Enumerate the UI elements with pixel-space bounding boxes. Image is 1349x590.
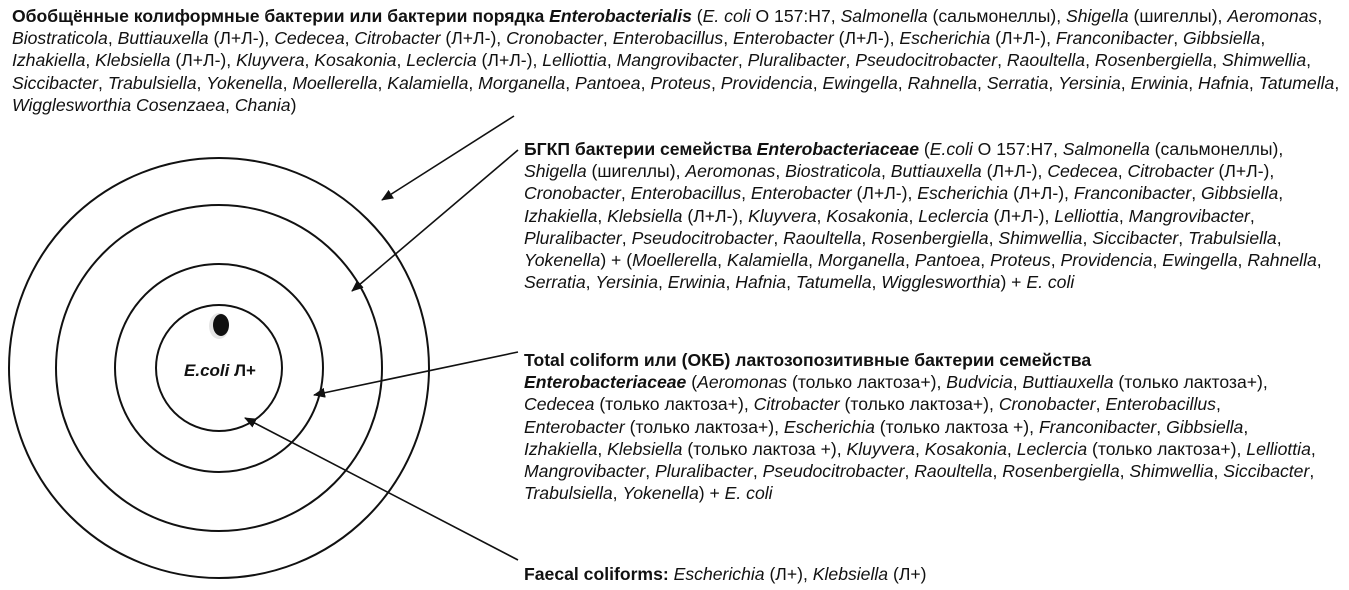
- separator-text: ,: [98, 72, 108, 93]
- separator-text: ,: [657, 272, 668, 293]
- separator-text: ,: [1278, 183, 1284, 204]
- genus-name: Shimwellia: [998, 227, 1083, 248]
- genus-name: Buttiauxella: [117, 28, 209, 49]
- separator-text: (Л+Л-),: [1213, 161, 1275, 182]
- separator-text: ,: [282, 72, 293, 93]
- separator-text: ,: [845, 50, 856, 71]
- genus-name: Yokenella: [622, 483, 699, 504]
- genus-name: Erwinia: [667, 272, 726, 293]
- separator-text: ,: [1117, 161, 1128, 182]
- separator-text: (Л+Л-),: [170, 50, 237, 71]
- arrow-to-third-circle: [314, 352, 518, 395]
- genus-name: Enterobacillus: [1105, 394, 1216, 415]
- separator-text: ,: [1178, 227, 1189, 248]
- genus-name: Rosenbergiella: [1094, 50, 1213, 71]
- separator-text: ,: [775, 161, 786, 182]
- genus-name: Cronobacter: [998, 394, 1096, 415]
- genus-name: Raoultella: [1006, 50, 1086, 71]
- genus-name: Mangrovibacter: [616, 50, 738, 71]
- separator-text: ,: [1248, 72, 1259, 93]
- separator-text: (: [918, 139, 930, 159]
- separator-text: O 157:H7,: [750, 6, 841, 26]
- genus-name: Citrobacter: [753, 394, 840, 415]
- genus-name: Izhakiella: [524, 205, 598, 226]
- genus-name: Klebsiella: [607, 438, 683, 459]
- genus-name: Hafnia: [735, 272, 787, 293]
- bgkp-genera-list: [524, 139, 1322, 292]
- genus-name: Shigella: [1065, 6, 1129, 26]
- genus-name: Shimwellia: [1129, 461, 1214, 482]
- genus-name: Rosenbergiella: [871, 227, 989, 248]
- genus-name: Kluyvera: [748, 205, 817, 226]
- genus-name: Escherichia: [899, 28, 991, 49]
- separator-text: (: [691, 6, 703, 26]
- genus-name: Lelliottia: [1054, 205, 1119, 226]
- genus-name: Trabulsiella: [107, 72, 197, 93]
- separator-text: ,: [908, 205, 919, 226]
- genus-name: Trabulsiella: [524, 483, 613, 504]
- separator-text: (Л+Л-),: [833, 28, 900, 49]
- separator-text: (Л+Л-),: [1008, 183, 1074, 204]
- genus-name: Pluralibacter: [524, 227, 622, 248]
- separator-text: ,: [1276, 227, 1282, 248]
- separator-text: (Л+),: [764, 564, 813, 584]
- genus-name: E.coli: [929, 139, 973, 159]
- genus-name: Chania: [234, 94, 291, 115]
- genus-name: E. coli: [702, 6, 751, 26]
- separator-text: (сальмонеллы),: [927, 6, 1066, 26]
- genus-name: Cronobacter: [524, 183, 621, 204]
- separator-text: ,: [897, 72, 908, 93]
- separator-text: ,: [1119, 461, 1130, 482]
- genus-name: Budvicia: [946, 372, 1013, 393]
- separator-text: ,: [225, 94, 235, 115]
- separator-text: (только лактоза+),: [594, 394, 754, 415]
- genus-name: Cedecea: [1047, 161, 1118, 182]
- separator-text: ,: [196, 72, 207, 93]
- genus-name: Salmonella: [840, 6, 928, 26]
- separator-text: (шигеллы),: [1128, 6, 1228, 26]
- genus-name: Shigella: [524, 161, 587, 182]
- genus-name: Biostraticola: [12, 28, 108, 49]
- genus-name: Aeromonas: [697, 372, 788, 393]
- genus-name: Rosenbergiella: [1002, 461, 1120, 482]
- genus-name: Rahnella: [1247, 250, 1317, 271]
- genus-name: Escherichia: [673, 564, 765, 584]
- genus-name: Pseudocitrobacter: [631, 227, 774, 248]
- separator-text: ) + (: [600, 250, 633, 271]
- separator-text: ,: [565, 72, 575, 93]
- separator-text: ,: [904, 250, 915, 271]
- separator-text: ,: [871, 272, 882, 293]
- separator-text: ,: [1006, 438, 1017, 459]
- separator-text: ,: [344, 28, 355, 49]
- genus-name: Leclercia: [406, 50, 477, 71]
- separator-text: (Л+Л-),: [682, 205, 749, 226]
- separator-text: ,: [710, 72, 721, 93]
- genus-name: Pluralibacter: [747, 50, 846, 71]
- separator-text: ,: [1237, 250, 1248, 271]
- separator-text: ,: [1334, 72, 1340, 93]
- separator-text: ,: [1048, 72, 1059, 93]
- separator-text: ,: [752, 461, 763, 482]
- separator-text: (Л+Л-),: [208, 28, 275, 49]
- separator-text: ,: [1120, 72, 1131, 93]
- genus-name: Wigglesworthia Cosenzaea: [12, 94, 226, 115]
- total-coliform-family-name: Enterobacteriaceae: [524, 372, 687, 393]
- genus-name: Raoultella: [914, 461, 993, 482]
- genus-name: Yokenella: [524, 250, 601, 271]
- separator-text: ,: [1012, 372, 1023, 393]
- arrow-to-inner-circle: [245, 418, 518, 560]
- separator-text: ,: [1156, 416, 1167, 437]
- genus-name: Izhakiella: [12, 50, 86, 71]
- genus-name: Morganella: [478, 72, 566, 93]
- genus-name: Yersinia: [1058, 72, 1121, 93]
- genus-name: Aeromonas: [1227, 6, 1318, 26]
- separator-text: ,: [1249, 205, 1255, 226]
- genus-name: Siccibacter: [12, 72, 99, 93]
- separator-text: ,: [612, 483, 623, 504]
- genus-name: Raoultella: [783, 227, 862, 248]
- separator-text: ,: [1173, 28, 1184, 49]
- faecal-coliforms-description: [524, 563, 1324, 585]
- separator-text: (Л+Л-),: [981, 161, 1048, 182]
- separator-text: ,: [597, 438, 608, 459]
- genus-name: Gibbsiella: [1166, 416, 1244, 437]
- faecal-coliforms-title: Faecal coliforms:: [524, 564, 669, 584]
- separator-text: ,: [606, 50, 617, 71]
- genus-name: Mangrovibacter: [1128, 205, 1250, 226]
- genus-name: Siccibacter: [1092, 227, 1179, 248]
- ecoli-dot-icon: [209, 313, 229, 339]
- separator-text: ,: [107, 28, 118, 49]
- separator-text: ,: [1260, 28, 1266, 49]
- separator-text: ,: [741, 183, 751, 204]
- genus-name: Enterobacter: [750, 183, 852, 204]
- genus-name: Leclercia: [918, 205, 989, 226]
- genus-name: Pantoea: [914, 250, 981, 271]
- genus-name: Cronobacter: [506, 28, 603, 49]
- enterobacterialis-order-name: Enterobacterialis: [549, 6, 692, 26]
- separator-text: (Л+Л-),: [990, 28, 1056, 49]
- genus-name: Kosakonia: [924, 438, 1007, 459]
- separator-text: O 157:H7,: [972, 139, 1063, 159]
- genus-name: Buttiauxella: [1022, 372, 1114, 393]
- genus-name: Providencia: [1060, 250, 1153, 271]
- separator-text: ,: [1310, 438, 1316, 459]
- genus-name: Ewingella: [822, 72, 898, 93]
- separator-text: ,: [304, 50, 315, 71]
- separator-text: ,: [602, 28, 613, 49]
- genus-name: Pluralibacter: [655, 461, 753, 482]
- genus-name: Proteus: [990, 250, 1051, 271]
- separator-text: ,: [997, 50, 1007, 71]
- separator-text: (только лактоза+),: [1087, 438, 1247, 459]
- separator-text: ,: [725, 272, 736, 293]
- separator-text: ,: [585, 272, 596, 293]
- separator-text: ,: [1316, 250, 1322, 271]
- enterobacterialis-description: [12, 5, 1347, 116]
- separator-text: ,: [1309, 461, 1315, 482]
- genus-name: Gibbsiella: [1183, 28, 1261, 49]
- separator-text: ,: [1191, 183, 1201, 204]
- separator-text: ,: [786, 272, 796, 293]
- separator-text: ,: [1306, 50, 1312, 71]
- bgkp-family-name: Enterobacteriaceae: [756, 139, 919, 159]
- genus-name: Enterobacillus: [612, 28, 724, 49]
- separator-text: ,: [717, 250, 727, 271]
- genus-name: Tatumella: [1258, 72, 1335, 93]
- genus-name: Kalamiella: [726, 250, 809, 271]
- separator-text: ) +: [698, 483, 725, 504]
- separator-text: ,: [621, 227, 632, 248]
- arrow-to-second-circle: [352, 150, 518, 291]
- genus-name: Kluyvera: [846, 438, 915, 459]
- separator-text: (Л+Л-),: [988, 205, 1055, 226]
- separator-text: ,: [914, 438, 925, 459]
- genus-name: Providencia: [720, 72, 813, 93]
- separator-text: ,: [977, 72, 987, 93]
- genus-name: Hafnia: [1198, 72, 1249, 93]
- separator-text: ,: [988, 227, 999, 248]
- genus-name: Kosakonia: [826, 205, 909, 226]
- genus-name: Ewingella: [1162, 250, 1238, 271]
- separator-text: (Л+): [888, 564, 927, 584]
- genus-name: Kalamiella: [387, 72, 469, 93]
- genus-name: Salmonella: [1062, 139, 1150, 159]
- arrow-to-outer-circle: [382, 116, 514, 200]
- genus-name: Klebsiella: [812, 564, 889, 584]
- genus-name: Klebsiella: [607, 205, 683, 226]
- genus-name: Trabulsiella: [1188, 227, 1277, 248]
- bgkp-description: [524, 138, 1344, 293]
- separator-text: ,: [1188, 72, 1199, 93]
- genus-name: Proteus: [650, 72, 711, 93]
- separator-text: ,: [773, 227, 784, 248]
- genus-name: Wigglesworthia: [881, 272, 1001, 293]
- separator-text: (Л+Л-),: [851, 183, 918, 204]
- genus-name: Tatumella: [795, 272, 872, 293]
- genus-name: Shimwellia: [1222, 50, 1307, 71]
- genus-name: Aeromonas: [685, 161, 776, 182]
- genus-name: Erwinia: [1130, 72, 1189, 93]
- separator-text: ,: [880, 161, 891, 182]
- separator-text: ,: [992, 461, 1003, 482]
- separator-text: ,: [1152, 250, 1163, 271]
- genus-name: Serratia: [524, 272, 586, 293]
- separator-text: ,: [597, 205, 608, 226]
- genus-name: Kosakonia: [314, 50, 397, 71]
- separator-text: (сальмонеллы),: [1149, 139, 1284, 159]
- separator-text: ,: [808, 250, 818, 271]
- separator-text: ,: [640, 72, 651, 93]
- separator-text: ,: [1212, 50, 1223, 71]
- genus-name: Biostraticola: [785, 161, 881, 182]
- genus-name: Rahnella: [907, 72, 978, 93]
- separator-text: ,: [85, 50, 96, 71]
- genus-name: Pseudocitrobacter: [762, 461, 905, 482]
- separator-text: ,: [816, 205, 827, 226]
- genus-name: Enterobacter: [732, 28, 834, 49]
- separator-text: (только лактоза+),: [787, 372, 947, 393]
- genus-name: Citrobacter: [1127, 161, 1214, 182]
- genus-name: Kluyvera: [236, 50, 305, 71]
- genus-name: Gibbsiella: [1200, 183, 1279, 204]
- separator-text: ,: [1317, 6, 1323, 26]
- genus-name: Leclercia: [1016, 438, 1088, 459]
- center-ecoli-label: [160, 361, 280, 381]
- separator-text: ,: [645, 461, 656, 482]
- genus-name: E. coli: [724, 483, 773, 504]
- genus-name: Pseudocitrobacter: [855, 50, 998, 71]
- center-ecoli-suffix: Л+: [229, 361, 256, 380]
- genus-name: Serratia: [986, 72, 1049, 93]
- bgkp-title: БГКП бактерии семейства: [524, 139, 757, 159]
- genus-name: Siccibacter: [1223, 461, 1310, 482]
- separator-text: (только лактоза+),: [839, 394, 999, 415]
- genus-name: Klebsiella: [95, 50, 171, 71]
- separator-text: ,: [723, 28, 733, 49]
- separator-text: (только лактоза +),: [682, 438, 847, 459]
- center-ecoli-genus: E.coli: [184, 361, 230, 380]
- genus-name: Escherichia: [917, 183, 1009, 204]
- genus-name: Franconibacter: [1073, 183, 1192, 204]
- genus-name: Moellerella: [632, 250, 718, 271]
- separator-text: (Л+Л-),: [476, 50, 543, 71]
- genus-name: Moellerella: [292, 72, 378, 93]
- separator-text: ,: [1118, 205, 1129, 226]
- enterobacterialis-title: Обобщённые колиформные бактерии или бактерии порядка: [12, 6, 550, 26]
- separator-text: (только лактоза+),: [1113, 372, 1268, 393]
- separator-text: ,: [1085, 50, 1095, 71]
- separator-text: (: [686, 372, 698, 393]
- genus-name: Morganella: [817, 250, 905, 271]
- genus-name: Izhakiella: [524, 438, 598, 459]
- separator-text: ,: [861, 227, 872, 248]
- separator-text: ,: [396, 50, 407, 71]
- separator-text: (только лактоза +),: [874, 416, 1039, 437]
- separator-text: ,: [1050, 250, 1061, 271]
- genus-name: Franconibacter: [1055, 28, 1174, 49]
- separator-text: ,: [1215, 394, 1221, 415]
- separator-text: ,: [377, 72, 388, 93]
- genus-name: Pantoea: [575, 72, 641, 93]
- separator-text: ,: [620, 183, 631, 204]
- genus-name: Lelliottia: [542, 50, 607, 71]
- faecal-coliforms-genera-list: [669, 564, 927, 584]
- genus-name: Citrobacter: [354, 28, 441, 49]
- separator-text: ,: [1095, 394, 1106, 415]
- genus-name: Mangrovibacter: [524, 461, 646, 482]
- separator-text: ,: [737, 50, 748, 71]
- genus-name: Buttiauxella: [890, 161, 982, 182]
- separator-text: ): [290, 94, 297, 115]
- separator-text: ) +: [1000, 272, 1027, 293]
- separator-text: (только лактоза+),: [624, 416, 784, 437]
- separator-text: (Л+Л-),: [440, 28, 507, 49]
- total-coliform-description: [524, 349, 1324, 504]
- genus-name: Enterobacillus: [630, 183, 742, 204]
- separator-text: ,: [1243, 416, 1249, 437]
- genus-name: Yokenella: [206, 72, 283, 93]
- separator-text: (шигеллы),: [586, 161, 686, 182]
- genus-name: Escherichia: [783, 416, 875, 437]
- separator-text: ,: [468, 72, 479, 93]
- genus-name: Yersinia: [595, 272, 658, 293]
- genus-name: Enterobacter: [524, 416, 625, 437]
- separator-text: ,: [812, 72, 823, 93]
- genus-name: E. coli: [1026, 272, 1075, 293]
- separator-text: ,: [980, 250, 991, 271]
- genus-name: Lelliottia: [1246, 438, 1311, 459]
- separator-text: ,: [904, 461, 915, 482]
- genus-name: Franconibacter: [1038, 416, 1157, 437]
- genus-name: Cedecea: [524, 394, 595, 415]
- separator-text: ,: [1213, 461, 1224, 482]
- separator-text: ,: [1082, 227, 1093, 248]
- total-coliform-title: Total coliform или (ОКБ) лактозопозитивные бактерии семейства: [524, 350, 1092, 370]
- genus-name: Cedecea: [274, 28, 345, 49]
